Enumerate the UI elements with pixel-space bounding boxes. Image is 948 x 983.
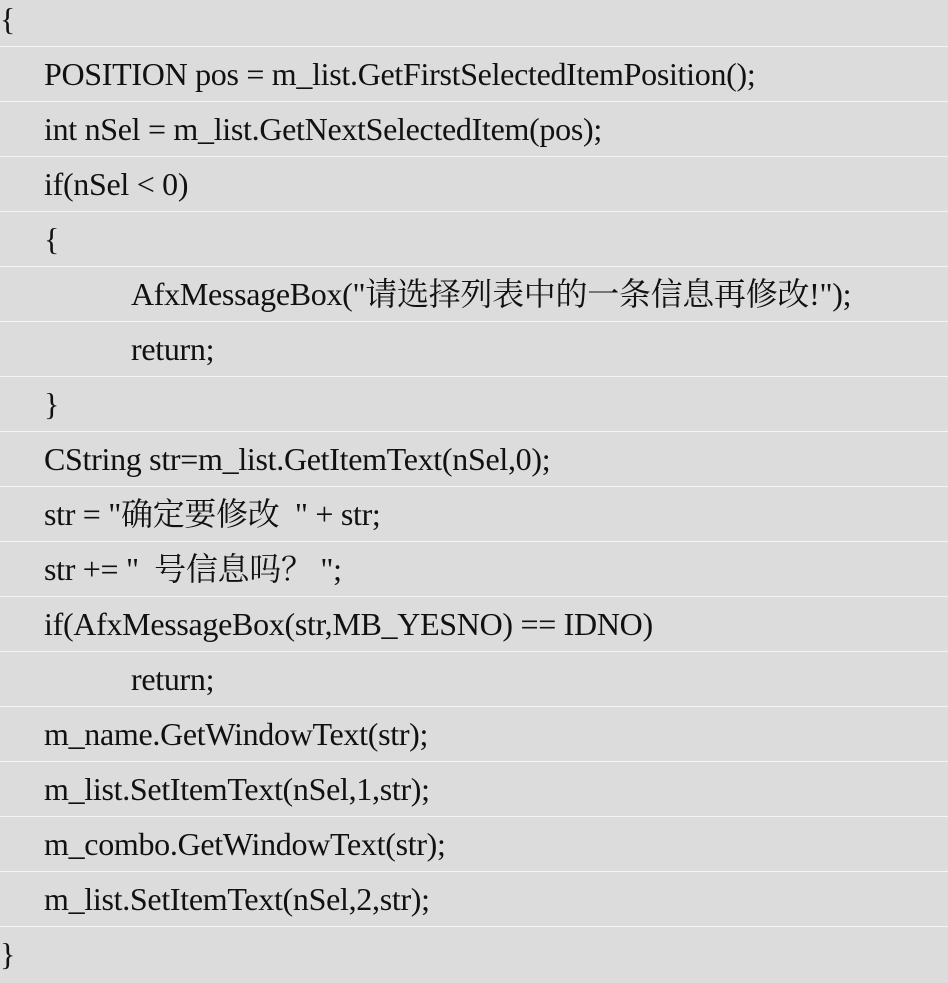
code-line-1	[0, 0, 948, 47]
code-line-4	[0, 157, 948, 212]
code-line-text: m_name.GetWindowText(str);	[44, 716, 429, 752]
code-line-15	[0, 762, 948, 817]
code-line-17	[0, 872, 948, 927]
code-line-text: CString str=m_list.GetItemText(nSel,0);	[44, 441, 551, 477]
code-line-text: return;	[131, 331, 215, 367]
code-line-text: m_combo.GetWindowText(str);	[44, 826, 446, 862]
code-line-text: POSITION pos = m_list.GetFirstSelectedItemPosition();	[44, 56, 756, 92]
code-line-11	[0, 542, 948, 597]
code-line-text: return;	[131, 661, 215, 697]
code-line-3	[0, 102, 948, 157]
code-line-text: AfxMessageBox("请选择列表中的一条信息再修改!");	[131, 276, 852, 312]
code-line-text: }	[44, 386, 60, 422]
code-line-13	[0, 652, 948, 707]
code-line-16	[0, 817, 948, 872]
code-line-9	[0, 432, 948, 487]
code-line-14	[0, 707, 948, 762]
code-line-text: m_list.SetItemText(nSel,1,str);	[44, 771, 430, 807]
code-line-text: int nSel = m_list.GetNextSelectedItem(pos);	[44, 111, 602, 147]
code-line-text: if(AfxMessageBox(str,MB_YESNO) == IDNO)	[44, 606, 653, 642]
code-line-6	[0, 267, 948, 322]
code-line-18	[0, 927, 948, 982]
code-line-8	[0, 377, 948, 432]
code-line-text: if(nSel < 0)	[44, 166, 189, 202]
code-line-text: }	[0, 936, 16, 972]
code-line-text: {	[44, 221, 60, 257]
code-line-text: m_list.SetItemText(nSel,2,str);	[44, 881, 430, 917]
code-line-text: str += " 号信息吗？ ";	[44, 551, 342, 587]
code-line-2	[0, 47, 948, 102]
code-line-7	[0, 322, 948, 377]
code-line-10	[0, 487, 948, 542]
code-line-5	[0, 212, 948, 267]
code-line-text: {	[0, 1, 16, 37]
code-line-text: str = "确定要修改 " + str;	[44, 496, 381, 532]
code-line-12	[0, 597, 948, 652]
